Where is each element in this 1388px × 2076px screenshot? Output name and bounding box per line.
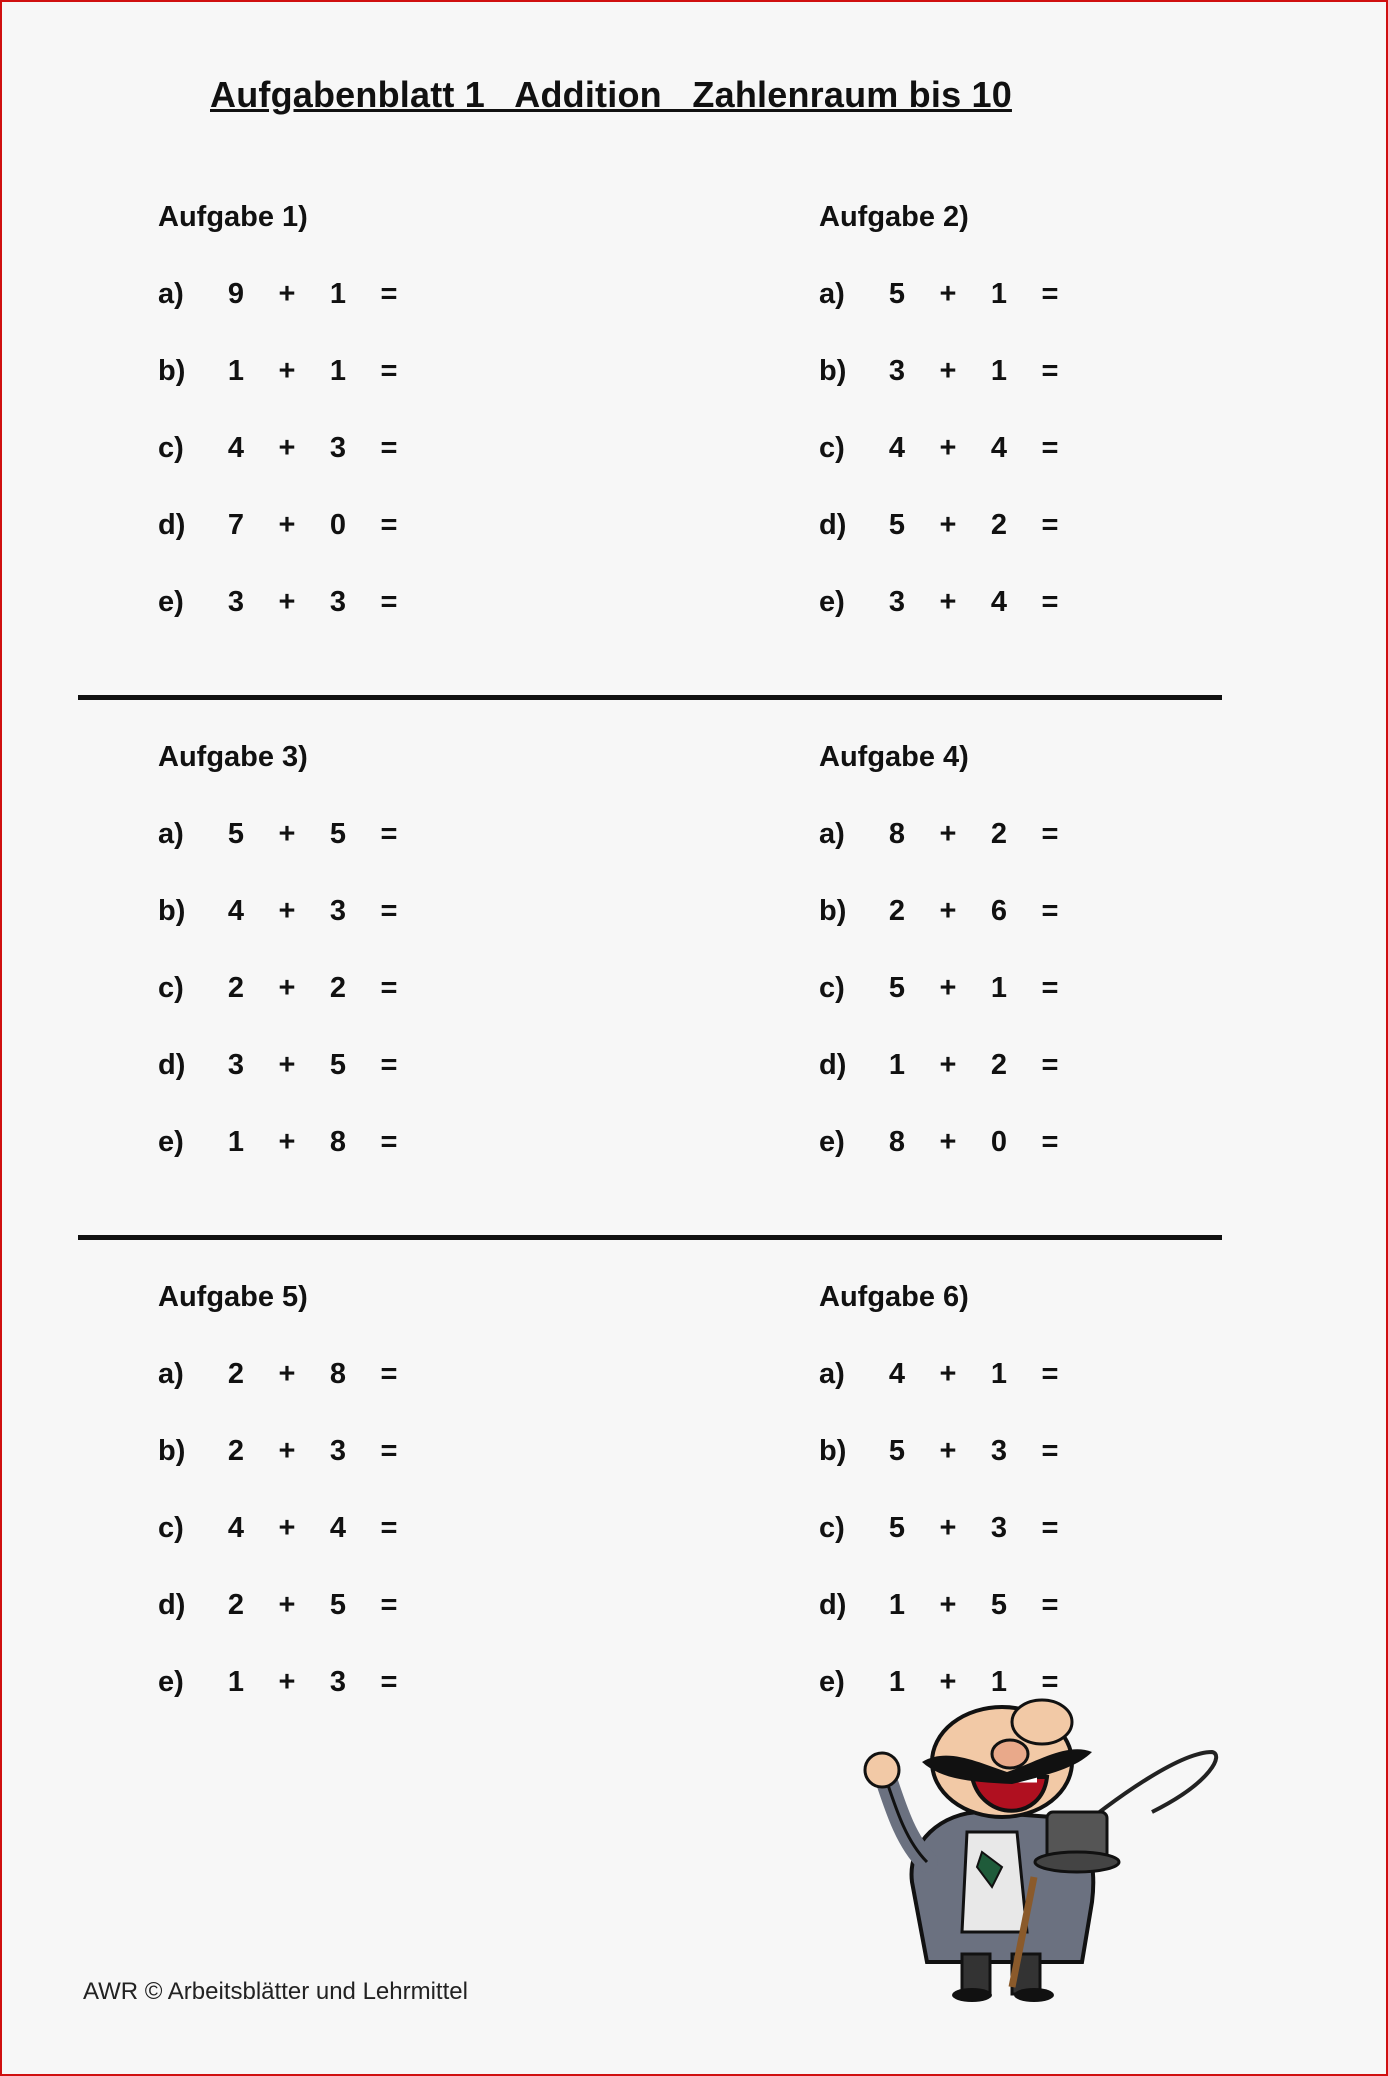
row-label: c)	[819, 972, 845, 1004]
exercise-row	[158, 1045, 558, 1085]
first-addend: 1	[227, 355, 245, 387]
row-label: e)	[819, 586, 845, 618]
exercise-row	[158, 1508, 558, 1548]
row-label: b)	[158, 895, 186, 927]
exercise-block-4	[819, 737, 1319, 1158]
first-addend: 3	[888, 355, 906, 387]
equals-sign: =	[380, 1589, 398, 1621]
second-addend: 5	[329, 818, 347, 850]
equals-sign: =	[380, 1049, 398, 1081]
plus-sign: +	[278, 509, 296, 541]
row-label: b)	[819, 1435, 847, 1467]
equals-sign: =	[1041, 895, 1059, 927]
first-addend: 1	[227, 1666, 245, 1698]
first-addend: 2	[227, 1358, 245, 1390]
plus-sign: +	[278, 1049, 296, 1081]
equals-sign: =	[1041, 1049, 1059, 1081]
row-label: e)	[158, 1666, 184, 1698]
second-addend: 3	[990, 1512, 1008, 1544]
exercise-row	[819, 428, 1219, 468]
plus-sign: +	[939, 895, 957, 927]
row-label: d)	[819, 509, 847, 541]
exercise-row	[819, 1585, 1219, 1625]
first-addend: 1	[888, 1589, 906, 1621]
plus-sign: +	[278, 432, 296, 464]
exercise-row	[819, 505, 1219, 545]
plus-sign: +	[278, 1666, 296, 1698]
first-addend: 1	[888, 1049, 906, 1081]
equals-sign: =	[380, 278, 398, 310]
exercise-row	[158, 1354, 558, 1394]
equals-sign: =	[380, 1126, 398, 1158]
exercise-row	[158, 968, 558, 1008]
row-label: a)	[819, 818, 845, 850]
exercise-row	[819, 891, 1219, 931]
row-label: c)	[819, 1512, 845, 1544]
second-addend: 2	[329, 972, 347, 1004]
equals-sign: =	[1041, 1666, 1059, 1698]
row-label: c)	[819, 432, 845, 464]
first-addend: 2	[227, 1435, 245, 1467]
exercise-row	[158, 274, 558, 314]
exercise-row	[158, 1122, 558, 1162]
first-addend: 4	[227, 432, 245, 464]
exercise-heading: Aufgabe 6)	[819, 1281, 969, 1313]
first-addend: 4	[888, 432, 906, 464]
first-addend: 2	[888, 895, 906, 927]
exercise-row	[158, 428, 558, 468]
first-addend: 5	[888, 278, 906, 310]
exercise-row	[819, 1508, 1219, 1548]
exercise-row	[819, 968, 1219, 1008]
row-label: d)	[158, 1049, 186, 1081]
exercise-row	[158, 582, 558, 622]
worksheet-title: Aufgabenblatt 1 Addition Zahlenraum bis 10	[210, 74, 1012, 115]
exercise-heading: Aufgabe 2)	[819, 201, 969, 233]
plus-sign: +	[278, 1512, 296, 1544]
exercise-block-1	[158, 197, 658, 618]
second-addend: 1	[329, 355, 347, 387]
second-addend: 5	[329, 1589, 347, 1621]
second-addend: 1	[329, 278, 347, 310]
plus-sign: +	[939, 1666, 957, 1698]
equals-sign: =	[380, 509, 398, 541]
second-addend: 5	[990, 1589, 1008, 1621]
exercise-block-5	[158, 1277, 658, 1698]
second-addend: 6	[990, 895, 1008, 927]
equals-sign: =	[1041, 972, 1059, 1004]
plus-sign: +	[939, 1589, 957, 1621]
row-label: a)	[819, 278, 845, 310]
equals-sign: =	[1041, 586, 1059, 618]
second-addend: 1	[990, 278, 1008, 310]
second-addend: 3	[329, 586, 347, 618]
equals-sign: =	[1041, 1358, 1059, 1390]
row-label: c)	[158, 972, 184, 1004]
exercise-block-2	[819, 197, 1319, 618]
plus-sign: +	[939, 509, 957, 541]
row-label: d)	[819, 1589, 847, 1621]
exercise-row	[158, 505, 558, 545]
first-addend: 5	[888, 1512, 906, 1544]
section-divider	[78, 1235, 1222, 1240]
plus-sign: +	[278, 1435, 296, 1467]
second-addend: 3	[329, 895, 347, 927]
row-label: b)	[158, 1435, 186, 1467]
plus-sign: +	[939, 586, 957, 618]
row-label: e)	[819, 1666, 845, 1698]
equals-sign: =	[380, 818, 398, 850]
row-label: b)	[158, 355, 186, 387]
row-label: e)	[158, 586, 184, 618]
row-label: d)	[158, 1589, 186, 1621]
first-addend: 2	[227, 1589, 245, 1621]
second-addend: 3	[329, 1666, 347, 1698]
row-label: d)	[158, 509, 186, 541]
row-label: b)	[819, 355, 847, 387]
row-label: e)	[819, 1126, 845, 1158]
second-addend: 5	[329, 1049, 347, 1081]
first-addend: 5	[888, 509, 906, 541]
plus-sign: +	[278, 895, 296, 927]
equals-sign: =	[380, 1666, 398, 1698]
plus-sign: +	[278, 1589, 296, 1621]
plus-sign: +	[939, 972, 957, 1004]
plus-sign: +	[939, 1358, 957, 1390]
second-addend: 8	[329, 1358, 347, 1390]
equals-sign: =	[1041, 355, 1059, 387]
plus-sign: +	[939, 278, 957, 310]
row-label: a)	[158, 818, 184, 850]
first-addend: 4	[227, 895, 245, 927]
row-label: c)	[158, 1512, 184, 1544]
exercise-heading: Aufgabe 5)	[158, 1281, 308, 1313]
first-addend: 3	[227, 586, 245, 618]
exercise-heading: Aufgabe 4)	[819, 741, 969, 773]
equals-sign: =	[380, 972, 398, 1004]
plus-sign: +	[939, 1126, 957, 1158]
plus-sign: +	[939, 432, 957, 464]
exercise-row	[158, 891, 558, 931]
row-label: b)	[819, 895, 847, 927]
plus-sign: +	[278, 1358, 296, 1390]
equals-sign: =	[1041, 1435, 1059, 1467]
plus-sign: +	[278, 355, 296, 387]
exercise-row	[819, 274, 1219, 314]
second-addend: 3	[990, 1435, 1008, 1467]
first-addend: 4	[227, 1512, 245, 1544]
exercise-row	[158, 1662, 558, 1702]
equals-sign: =	[380, 1358, 398, 1390]
second-addend: 2	[990, 509, 1008, 541]
second-addend: 0	[990, 1126, 1008, 1158]
first-addend: 2	[227, 972, 245, 1004]
plus-sign: +	[278, 278, 296, 310]
equals-sign: =	[380, 1435, 398, 1467]
equals-sign: =	[1041, 818, 1059, 850]
first-addend: 8	[888, 818, 906, 850]
equals-sign: =	[380, 355, 398, 387]
exercise-row	[819, 1431, 1219, 1471]
row-label: a)	[819, 1358, 845, 1390]
equals-sign: =	[380, 895, 398, 927]
equals-sign: =	[1041, 1512, 1059, 1544]
second-addend: 3	[329, 1435, 347, 1467]
exercise-row	[158, 1585, 558, 1625]
second-addend: 1	[990, 972, 1008, 1004]
section-divider	[78, 695, 1222, 700]
equals-sign: =	[1041, 432, 1059, 464]
second-addend: 0	[329, 509, 347, 541]
plus-sign: +	[939, 1049, 957, 1081]
exercise-row	[819, 351, 1219, 391]
equals-sign: =	[1041, 278, 1059, 310]
ringmaster-mascot-illustration	[852, 1692, 1222, 2002]
row-label: e)	[158, 1126, 184, 1158]
exercise-block-6	[819, 1277, 1319, 1698]
row-label: a)	[158, 1358, 184, 1390]
plus-sign: +	[939, 1512, 957, 1544]
plus-sign: +	[939, 355, 957, 387]
second-addend: 1	[990, 355, 1008, 387]
exercise-row	[819, 1122, 1219, 1162]
first-addend: 5	[888, 1435, 906, 1467]
equals-sign: =	[380, 432, 398, 464]
second-addend: 4	[990, 432, 1008, 464]
plus-sign: +	[939, 818, 957, 850]
second-addend: 1	[990, 1358, 1008, 1390]
row-label: a)	[158, 278, 184, 310]
first-addend: 5	[227, 818, 245, 850]
plus-sign: +	[278, 972, 296, 1004]
plus-sign: +	[278, 586, 296, 618]
exercise-row	[819, 814, 1219, 854]
second-addend: 4	[329, 1512, 347, 1544]
first-addend: 8	[888, 1126, 906, 1158]
exercise-block-3	[158, 737, 658, 1158]
first-addend: 1	[227, 1126, 245, 1158]
copyright-footer: AWR © Arbeitsblätter und Lehrmittel	[83, 1978, 468, 2005]
plus-sign: +	[278, 1126, 296, 1158]
first-addend: 5	[888, 972, 906, 1004]
row-label: d)	[819, 1049, 847, 1081]
exercise-row	[819, 1354, 1219, 1394]
exercise-row	[158, 1431, 558, 1471]
first-addend: 1	[888, 1666, 906, 1698]
equals-sign: =	[1041, 1126, 1059, 1158]
second-addend: 2	[990, 818, 1008, 850]
second-addend: 8	[329, 1126, 347, 1158]
exercise-heading: Aufgabe 1)	[158, 201, 308, 233]
equals-sign: =	[1041, 509, 1059, 541]
exercise-heading: Aufgabe 3)	[158, 741, 308, 773]
equals-sign: =	[380, 1512, 398, 1544]
equals-sign: =	[1041, 1589, 1059, 1621]
second-addend: 1	[990, 1666, 1008, 1698]
exercise-row	[158, 351, 558, 391]
first-addend: 4	[888, 1358, 906, 1390]
plus-sign: +	[278, 818, 296, 850]
exercise-row	[158, 814, 558, 854]
row-label: c)	[158, 432, 184, 464]
first-addend: 7	[227, 509, 245, 541]
first-addend: 3	[227, 1049, 245, 1081]
exercise-row	[819, 582, 1219, 622]
first-addend: 9	[227, 278, 245, 310]
plus-sign: +	[939, 1435, 957, 1467]
first-addend: 3	[888, 586, 906, 618]
equals-sign: =	[380, 586, 398, 618]
exercise-row	[819, 1045, 1219, 1085]
second-addend: 2	[990, 1049, 1008, 1081]
second-addend: 4	[990, 586, 1008, 618]
second-addend: 3	[329, 432, 347, 464]
